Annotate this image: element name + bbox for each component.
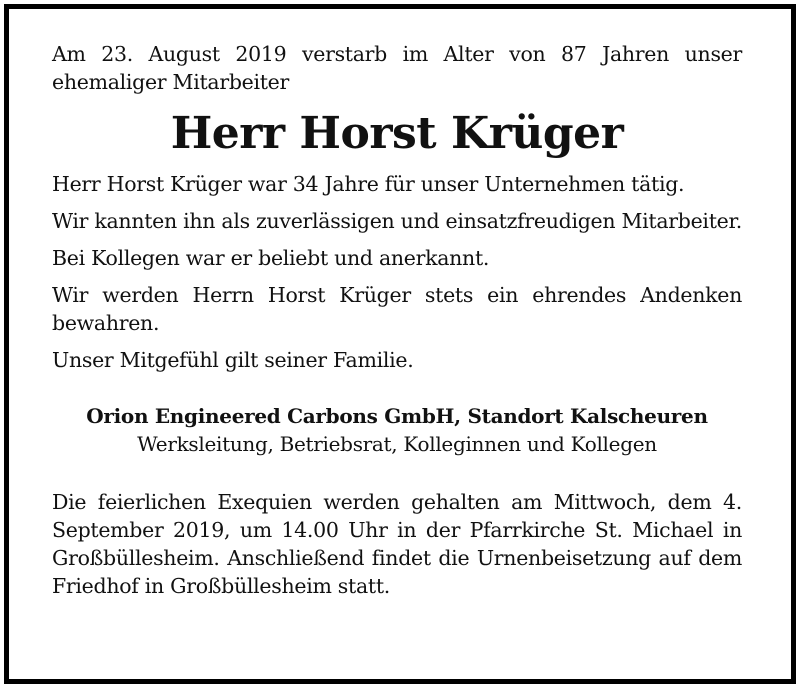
tenure-text: Herr Horst Krüger war 34 Jahre für unser Unternehmen tätig. (52, 172, 685, 196)
obituary-notice (52, 40, 742, 600)
funeral-details: Die feierlichen Exequien werden gehalten am Mittwoch, dem 4. September 2019, um 14.00 Uhr in der Pfarrkirche St. Michael in Großbüllesheim. Anschließend findet die Urnenbeisetzung auf dem Friedhof in Großbüllesheim statt. (52, 490, 742, 598)
remembrance-text: Wir werden Herrn Horst Krüger stets ein ehrendes Andenken bewahren. (52, 283, 742, 335)
intro-text: Am 23. August 2019 verstarb im Alter von 87 Jahren unser ehemaliger Mitarbeiter (52, 42, 742, 94)
condolence-text: Unser Mitgefühl gilt seiner Familie. (52, 348, 414, 372)
colleagues-text: Bei Kollegen war er beliebt und anerkannt. (52, 246, 490, 270)
company-name: Orion Engineered Carbons GmbH, Standort Kalscheuren (86, 404, 708, 428)
deceased-name: Herr Horst Krüger (170, 108, 624, 159)
character-text: Wir kannten ihn als zuverlässigen und einsatzfreudigen Mitarbeiter. (52, 209, 742, 233)
staff-signature: Werksleitung, Betriebsrat, Kolleginnen und Kollegen (137, 432, 657, 456)
